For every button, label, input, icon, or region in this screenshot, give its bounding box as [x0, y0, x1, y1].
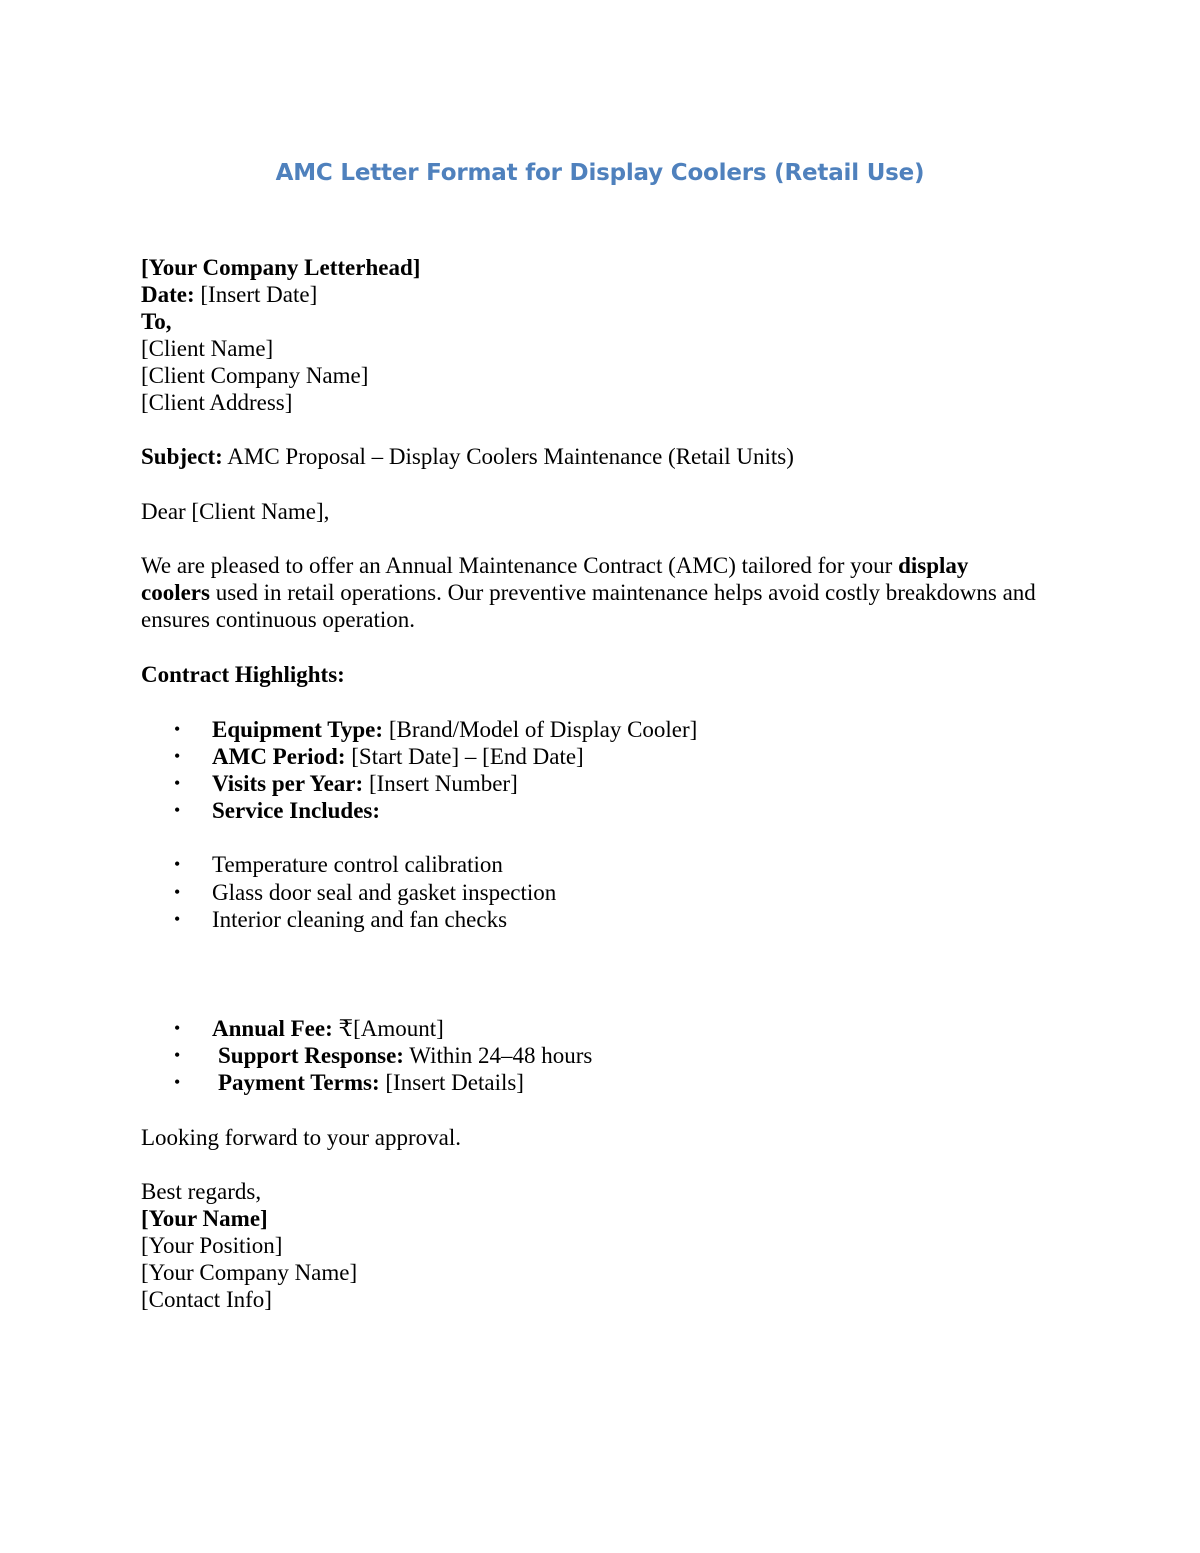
highlights-heading: Contract Highlights:	[141, 662, 345, 687]
item-label: Annual Fee:	[212, 1016, 333, 1041]
item-label: Visits per Year:	[212, 771, 364, 796]
item-label: Payment Terms:	[218, 1070, 380, 1095]
date-value: [Insert Date]	[194, 282, 318, 307]
intro-bold-1: display	[898, 553, 969, 578]
bullet-icon: •	[174, 719, 181, 739]
list-item: Temperature control calibration	[212, 852, 503, 877]
signer-name: [Your Name]	[141, 1206, 268, 1231]
regards: Best regards,	[141, 1179, 262, 1204]
client-company: [Client Company Name]	[141, 363, 369, 388]
item-value: [Brand/Model of Display Cooler]	[383, 717, 698, 742]
client-address: [Client Address]	[141, 390, 293, 415]
subject-line	[141, 443, 794, 470]
bullet-icon: •	[174, 909, 181, 929]
bullet-icon: •	[174, 1045, 181, 1065]
date-line	[141, 281, 317, 308]
to-line: To,	[141, 309, 172, 334]
list-item: Glass door seal and gasket inspection	[212, 880, 557, 905]
date-label: Date:	[141, 282, 195, 307]
closing-line: Looking forward to your approval.	[141, 1125, 462, 1150]
list-item	[212, 1015, 444, 1042]
item-label: Equipment Type:	[212, 717, 384, 742]
list-item	[212, 797, 380, 824]
list-item	[218, 1042, 592, 1069]
item-value: Within 24–48 hours	[403, 1043, 593, 1068]
intro-bold-2: coolers	[141, 580, 210, 605]
bullet-icon: •	[174, 773, 181, 793]
bullet-icon: •	[174, 800, 181, 820]
bullet-icon: •	[174, 854, 181, 874]
item-value: ₹[Amount]	[332, 1016, 444, 1041]
subject-label: Subject:	[141, 444, 223, 469]
list-item	[212, 743, 584, 770]
list-item: Interior cleaning and fan checks	[212, 907, 508, 932]
letterhead: [Your Company Letterhead]	[141, 255, 421, 280]
intro-line-3: ensures continuous operation.	[141, 607, 416, 632]
item-value: [Insert Details]	[379, 1070, 524, 1095]
intro-text-1: We are pleased to offer an Annual Maintenance Contract (AMC) tailored for your	[141, 553, 899, 578]
intro-text-2: used in retail operations. Our preventive maintenance helps avoid costly breakdowns and	[209, 580, 1036, 605]
document-title: AMC Letter Format for Display Coolers (Retail Use)	[275, 160, 925, 186]
item-value: [Start Date] – [End Date]	[345, 744, 584, 769]
item-label: Service Includes:	[212, 798, 381, 823]
list-item	[218, 1069, 524, 1096]
signer-company: [Your Company Name]	[141, 1260, 358, 1285]
subject-value: AMC Proposal – Display Coolers Maintenance (Retail Units)	[222, 444, 794, 469]
signer-contact: [Contact Info]	[141, 1287, 272, 1312]
intro-line-1	[141, 552, 968, 579]
bullet-icon: •	[174, 882, 181, 902]
item-label: AMC Period:	[212, 744, 346, 769]
signer-position: [Your Position]	[141, 1233, 283, 1258]
intro-line-2	[141, 579, 1036, 606]
client-name: [Client Name]	[141, 336, 274, 361]
bullet-icon: •	[174, 746, 181, 766]
list-item	[212, 716, 697, 743]
item-label: Support Response:	[218, 1043, 404, 1068]
bullet-icon: •	[174, 1018, 181, 1038]
bullet-icon: •	[174, 1072, 181, 1092]
item-value: [Insert Number]	[363, 771, 518, 796]
list-item	[212, 770, 518, 797]
salutation: Dear [Client Name],	[141, 499, 330, 524]
